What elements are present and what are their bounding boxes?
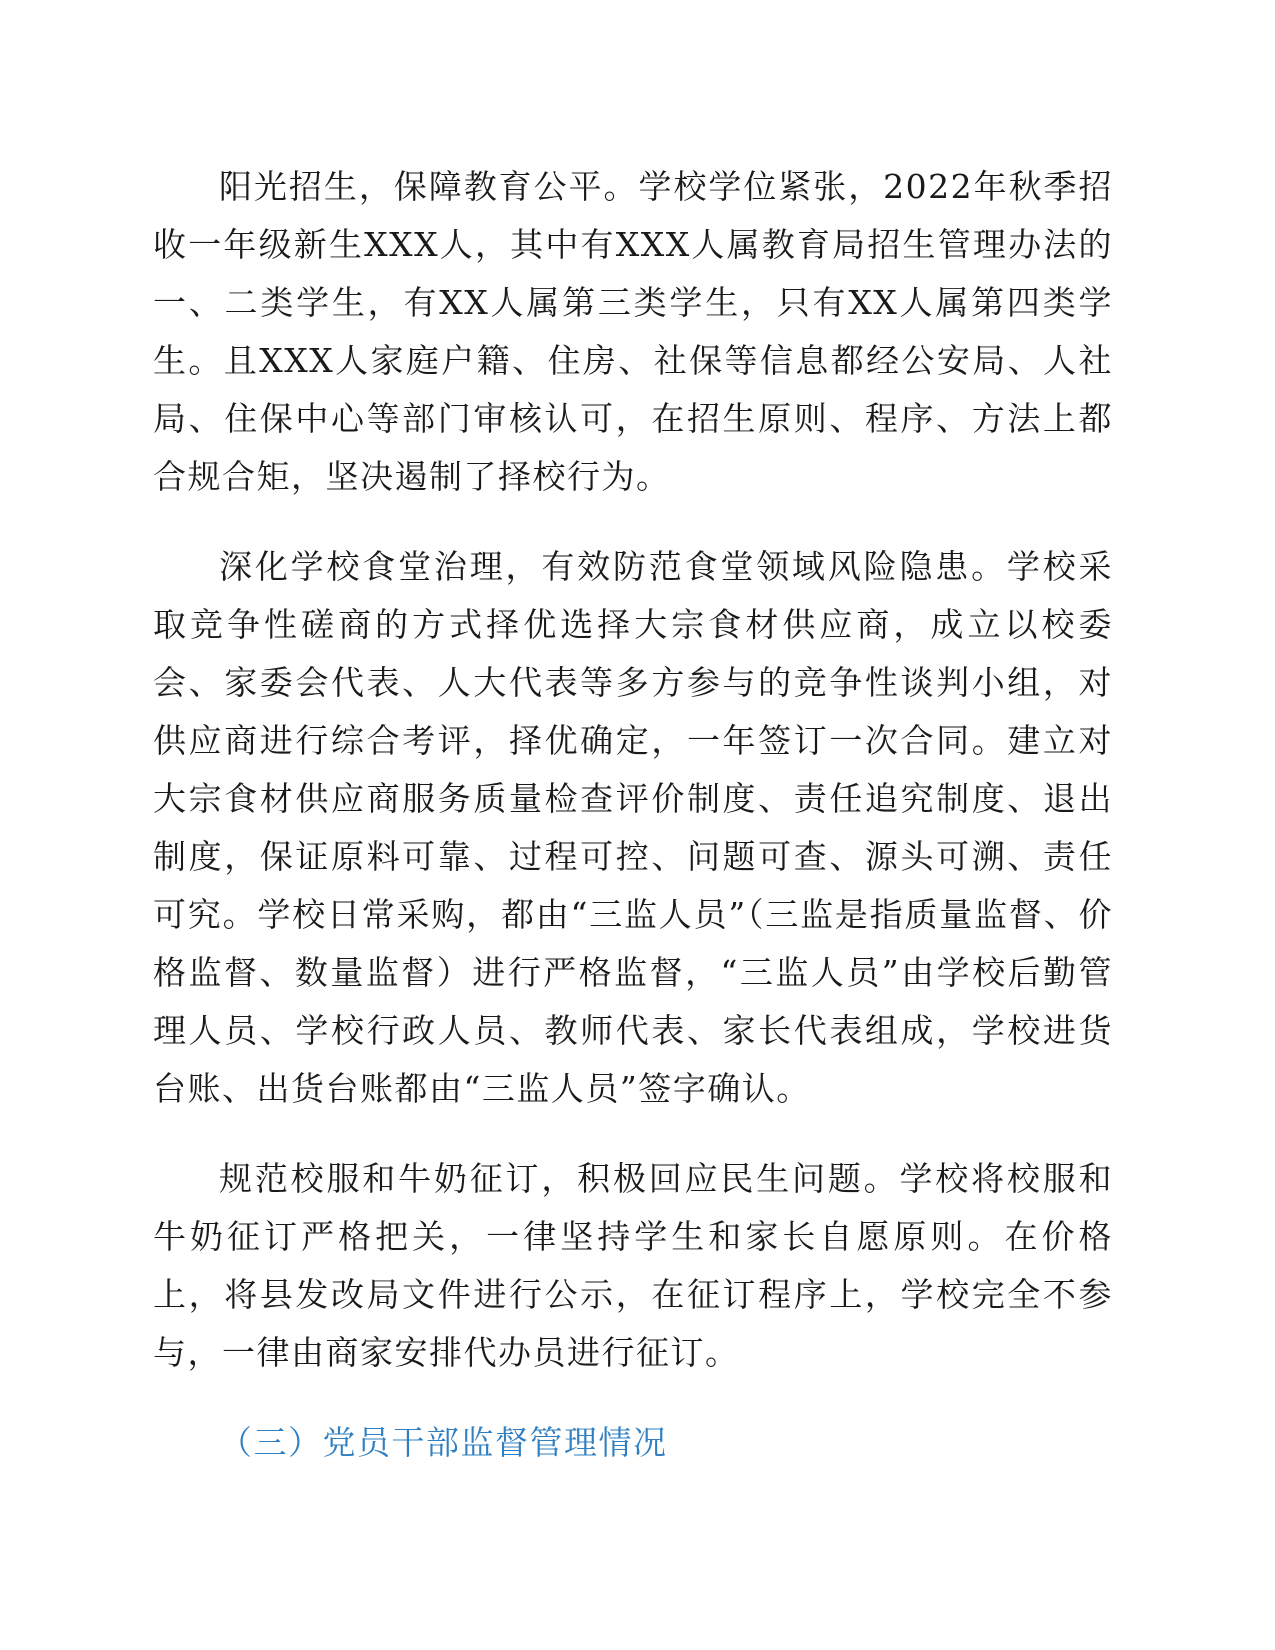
paragraph-canteen: 深化学校食堂治理，有效防范食堂领域风险隐患。学校采取竞争性磋商的方式择优选择大宗食材供应商，成立以校委会、家委会代表、人大代表等多方参与的竞争性谈判小组，对供应商进行综合考评，择优确定，一年签订一次合同。建立对大宗食材供应商服务质量检查评价制度、责任追究制度、退出制度，保证原料可靠、过程可控、问题可查、源头可溯、责任可究。学校日常采购，都由“三监人员”（三监是指质量监督、价格监督、数量监督）进行严格监督，“三监人员”由学校后勤管理人员、学校行政人员、教师代表、家长代表组成，学校进货台账、出货台账都由“三监人员”签字确认。 bbox=[153, 547, 1113, 1108]
document-body bbox=[153, 158, 1113, 1472]
section-heading: （三）党员干部监督管理情况 bbox=[219, 1423, 668, 1462]
paragraph-admissions: 阳光招生，保障教育公平。学校学位紧张，2022年秋季招收一年级新生XXX人，其中有XXX人属教育局招生管理办法的一、二类学生，有XX人属第三类学生，只有XX人属第四类学生。且XXX人家庭户籍、住房、社保等信息都经公安局、人社局、住保中心等部门审核认可，在招生原则、程序、方法上都合规合矩，坚决遏制了择校行为。 bbox=[153, 167, 1113, 496]
paragraph-uniform-milk: 规范校服和牛奶征订，积极回应民生问题。学校将校服和牛奶征订严格把关，一律坚持学生和家长自愿原则。在价格上，将县发改局文件进行公示，在征订程序上，学校完全不参与，一律由商家安排代办员进行征订。 bbox=[153, 1159, 1113, 1372]
